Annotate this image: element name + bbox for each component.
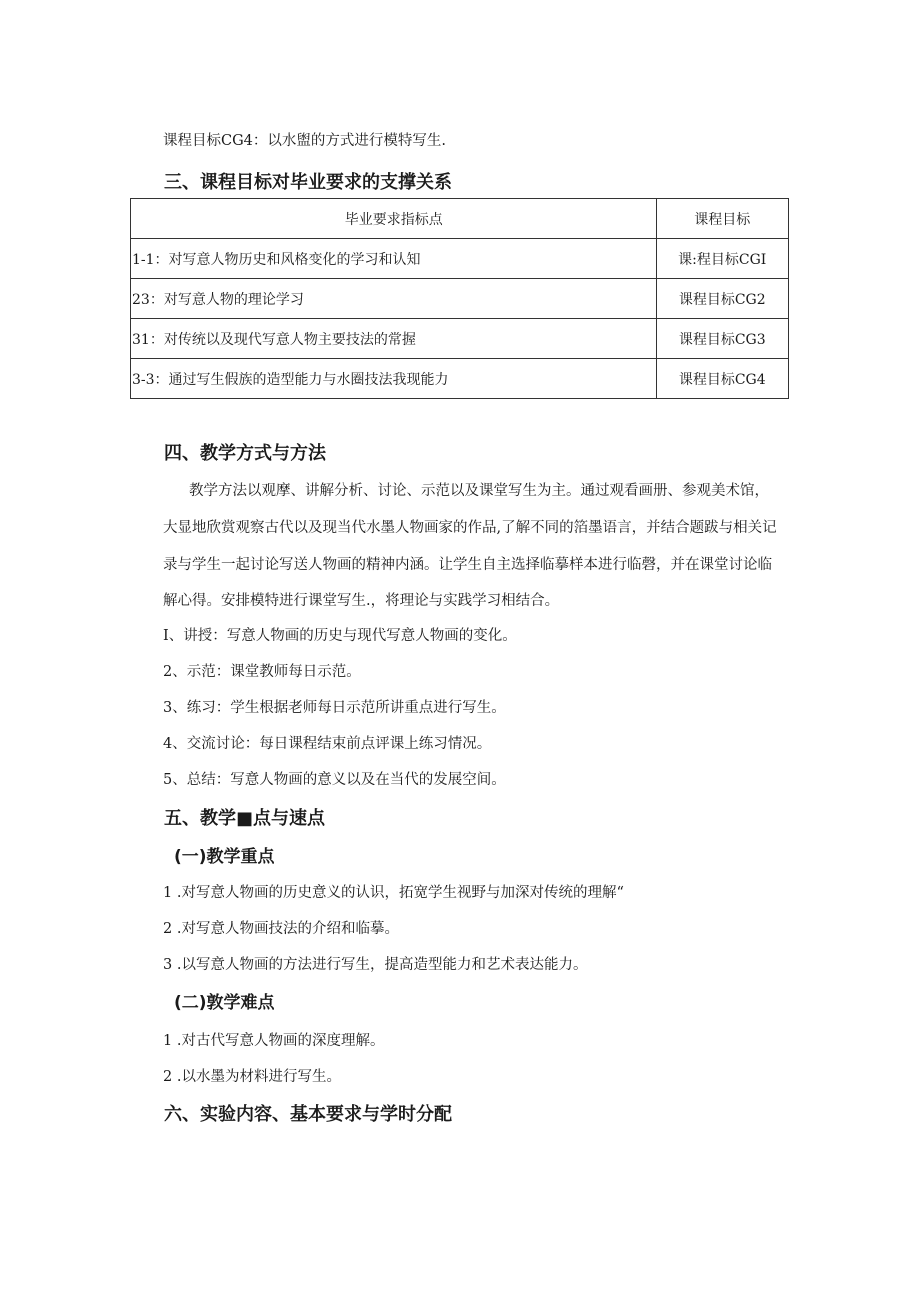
course-goal-cg4: 课程目标CG4：以水盥的方式进行模特写生. — [163, 133, 447, 149]
section6-heading: 六、实验内容、基本要求与学时分配 — [164, 1104, 452, 1125]
table-cell: 3-3：通过写生假族的造型能力与水圈技法我现能力 — [131, 359, 657, 399]
subsection-difficulties: (二)敦学难点 — [174, 993, 275, 1013]
table-row — [131, 279, 789, 319]
table-row — [131, 319, 789, 359]
list-item: 2、示范：课堂教师每日示范。 — [163, 664, 361, 680]
paragraph-line: 教学方法以观摩、讲解分析、讨论、示范以及课堂写生为主。通过观看画册、参观美术馆， — [189, 483, 769, 499]
table-row — [131, 359, 789, 399]
table-cell: 课程目标CG2 — [656, 279, 788, 319]
table-header-row — [131, 199, 789, 239]
list-item: 1 .对古代写意人物画的深度理解。 — [163, 1033, 385, 1049]
list-item: 2 .以水墨为材料进行写生。 — [163, 1069, 341, 1085]
list-item: I、讲授：写意人物画的历史与现代写意人物画的变化。 — [163, 628, 517, 644]
list-item: 5、总结：写意人物画的意义以及在当代的发展空间。 — [163, 772, 506, 788]
section3-heading: 三、课程目标对毕业要求的支撑关系 — [164, 172, 452, 193]
paragraph-line: 解心得。安排模特进行课堂写生.，将理论与实践学习相结合。 — [163, 593, 560, 609]
list-item: 4、交流讨论：每日课程结束前点评课上练习情况。 — [163, 736, 492, 752]
table-cell: 课程目标CG4 — [656, 359, 788, 399]
header-goal: 课程目标 — [656, 199, 788, 239]
table-cell: 1-1：对写意人物历史和风格变化的学习和认知 — [131, 239, 657, 279]
table-cell: 课程目标CG3 — [656, 319, 788, 359]
list-item: 1 .对写意人物画的历史意义的认识，拓宽学生视野与加深对传统的理解“ — [163, 885, 624, 901]
subsection-key-points: (一)教学重点 — [174, 847, 275, 867]
list-item: 2 .对写意人物画技法的介绍和临摹。 — [163, 921, 399, 937]
table-cell: 课:程目标CGI — [656, 239, 788, 279]
header-indicator: 毕业要求指标点 — [131, 199, 657, 239]
table-cell: 31：对传统以及现代写意人物主要技法的常握 — [131, 319, 657, 359]
paragraph-line: 大显地欣赏观察古代以及现当代水墨人物画家的作品,了解不同的箔墨语言，并结合题跋与相关记 — [163, 520, 777, 536]
table-row — [131, 239, 789, 279]
list-item: 3 .以写意人物画的方法进行写生，提高造型能力和艺术表达能力。 — [163, 957, 588, 973]
section5-heading: 五、教学■点与速点 — [164, 808, 326, 829]
list-item: 3、练习：学生根据老师每日示范所讲重点进行写生。 — [163, 700, 506, 716]
section4-heading: 四、教学方式与方法 — [164, 443, 326, 464]
paragraph-line: 录与学生一起讨论写送人物画的精神内涵。让学生自主选择临摹样本进行临磬，并在课堂讨论临 — [163, 557, 772, 573]
requirements-table — [130, 198, 789, 399]
table-cell: 23：对写意人物的理论学习 — [131, 279, 657, 319]
